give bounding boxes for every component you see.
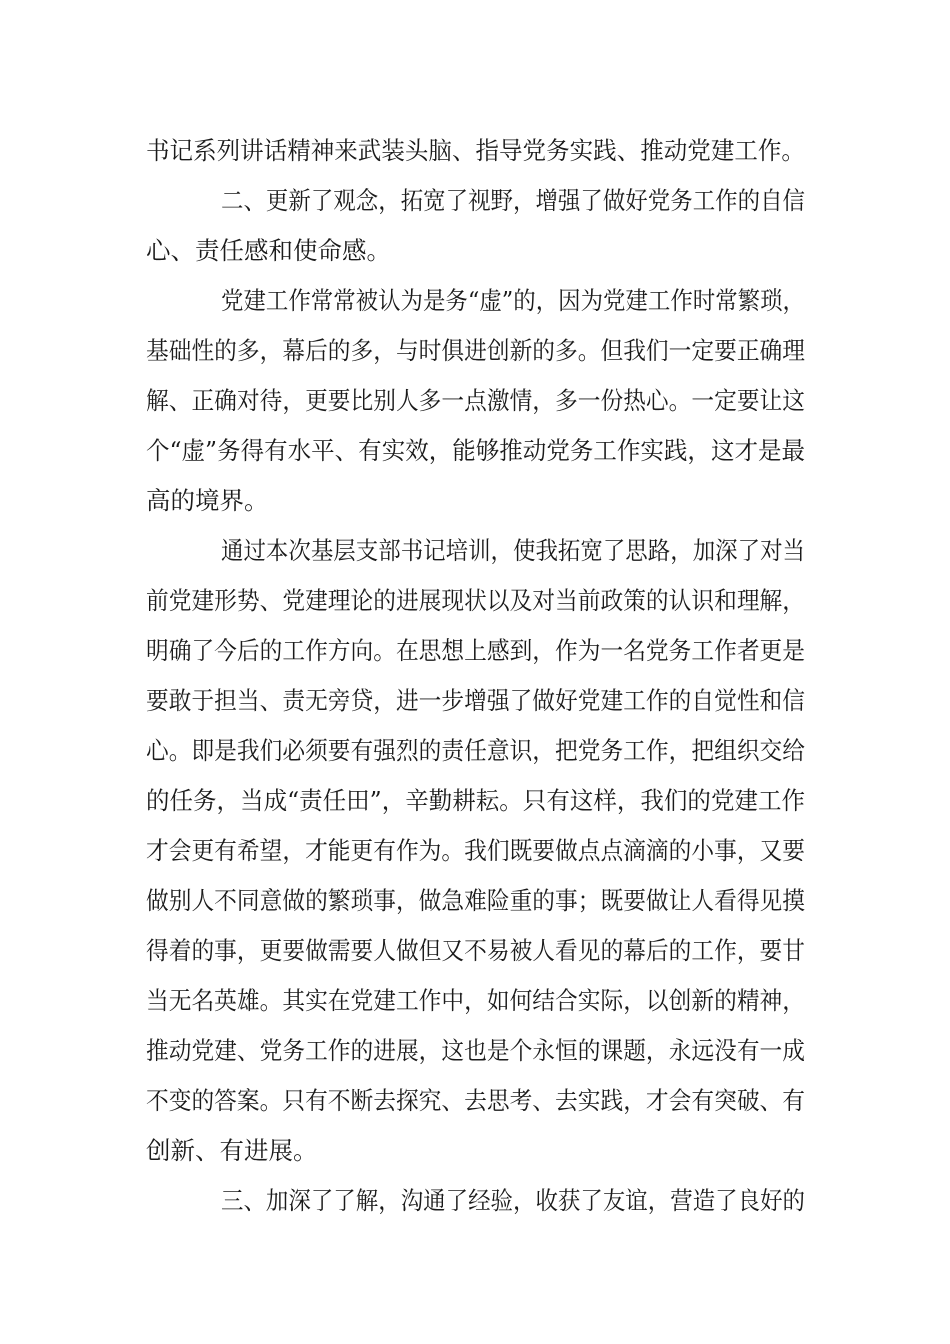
line-text: 得着的事，更要做需要人做但又不易被人看见的幕后的工作，要甘 [146, 936, 805, 965]
line-text: 的任务，当成“责任田”，辛勤耕耘。只有这样，我们的党建工作 [146, 786, 806, 815]
text-line [0, 776, 950, 826]
line-text: 高的境界。 [146, 486, 269, 515]
line-text: 才会更有希望，才能更有作为。我们既要做点点滴滴的小事，又要 [146, 836, 805, 865]
line-text: 三、加深了了解，沟通了经验，收获了友谊，营造了良好的 [221, 1186, 806, 1215]
text-line [0, 576, 950, 626]
line-text: 做别人不同意做的繁琐事，做急难险重的事；既要做让人看得见摸 [146, 886, 805, 915]
paragraph-first-line [0, 276, 950, 326]
text-line [0, 876, 950, 926]
line-text: 当无名英雄。其实在党建工作中，如何结合实际，以创新的精神， [146, 986, 805, 1015]
text-line [0, 626, 950, 676]
text-line [0, 1026, 950, 1076]
line-text: 书记系列讲话精神来武装头脑、指导党务实践、推动党建工作。 [146, 136, 805, 165]
text-line [0, 326, 950, 376]
line-text: 基础性的多，幕后的多，与时俱进创新的多。但我们一定要正确理 [146, 336, 805, 365]
line-text: 心、责任感和使命感。 [146, 236, 391, 265]
section-heading [0, 176, 950, 226]
text-line [0, 826, 950, 876]
text-line [0, 1076, 950, 1126]
text-line [0, 426, 950, 476]
line-text: 不变的答案。只有不断去探究、去思考、去实践，才会有突破、有 [146, 1086, 805, 1115]
line-text: 创新、有进展。 [146, 1136, 318, 1165]
text-line [0, 226, 950, 276]
text-line [0, 126, 950, 176]
text-line [0, 1126, 950, 1176]
text-line [0, 476, 950, 526]
text-line [0, 976, 950, 1026]
section-heading [0, 1176, 950, 1226]
line-text: 个“虚”务得有水平、有实效，能够推动党务工作实践，这才是最 [146, 436, 806, 465]
line-text: 二、更新了观念，拓宽了视野，增强了做好党务工作的自信 [221, 186, 806, 215]
text-line [0, 726, 950, 776]
line-text: 解、正确对待，更要比别人多一点激情，多一份热心。一定要让这 [146, 386, 805, 415]
text-line [0, 376, 950, 426]
line-text: 要敢于担当、责无旁贷，进一步增强了做好党建工作的自觉性和信 [146, 686, 805, 715]
paragraph-first-line [0, 526, 950, 576]
line-text: 通过本次基层支部书记培训，使我拓宽了思路，加深了对当 [221, 536, 806, 565]
line-text: 心。即是我们必须要有强烈的责任意识，把党务工作，把组织交给 [146, 736, 805, 765]
line-text: 前党建形势、党建理论的进展现状以及对当前政策的认识和理解， [146, 586, 805, 615]
line-text: 党建工作常常被认为是务“虚”的，因为党建工作时常繁琐， [221, 286, 806, 315]
line-text: 推动党建、党务工作的进展，这也是个永恒的课题，永远没有一成 [146, 1036, 805, 1065]
line-text: 明确了今后的工作方向。在思想上感到，作为一名党务工作者更是 [146, 636, 805, 665]
text-line [0, 926, 950, 976]
text-line [0, 676, 950, 726]
